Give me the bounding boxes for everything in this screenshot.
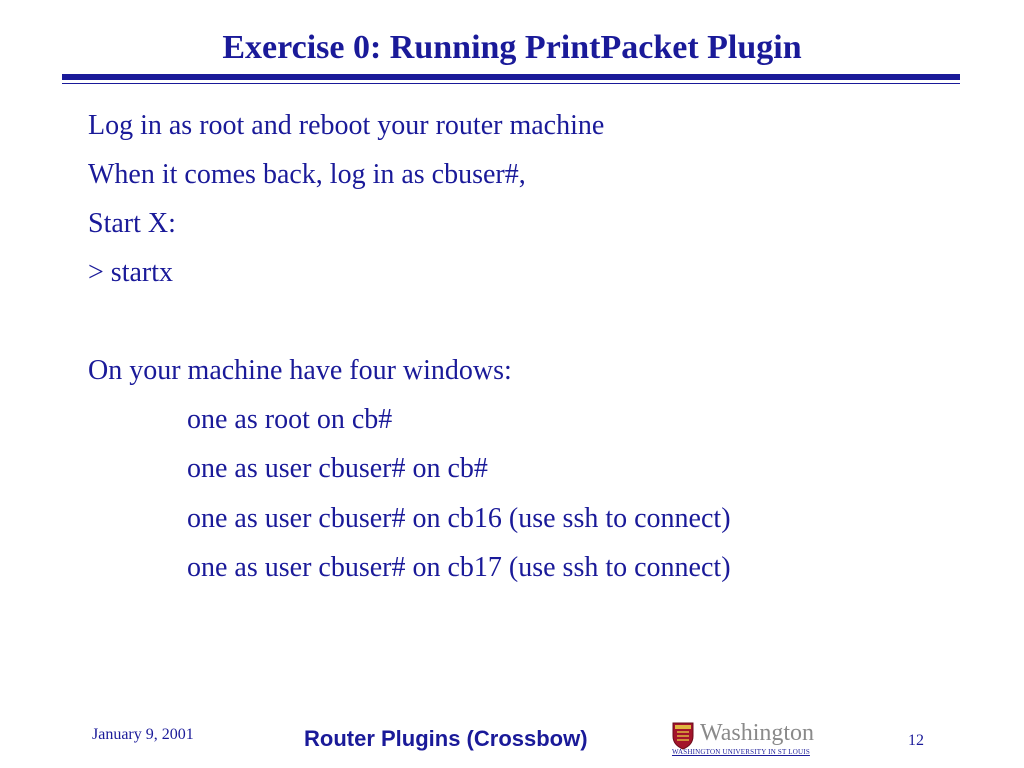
- title-rule-thick: [62, 74, 960, 80]
- body-line-window-cb16: one as user cbuser# on cb16 (use ssh to connect): [187, 503, 731, 534]
- title-rule-thin: [62, 83, 960, 84]
- body-line-window-cb17: one as user cbuser# on cb17 (use ssh to connect): [187, 552, 731, 583]
- body-line-start-x: Start X:: [88, 208, 176, 239]
- logo-subtitle: WASHINGTON UNIVERSITY IN ST LOUIS: [672, 748, 810, 756]
- body-line-window-root: one as root on cb#: [187, 404, 393, 435]
- footer-date: January 9, 2001: [92, 726, 194, 743]
- body-line-startx-command: > startx: [88, 257, 173, 288]
- footer-title: Router Plugins (Crossbow): [304, 726, 588, 751]
- slide-title: Exercise 0: Running PrintPacket Plugin: [222, 29, 802, 66]
- university-shield-icon: [672, 722, 694, 750]
- body-line-login-root: Log in as root and reboot your router machine: [88, 110, 605, 141]
- logo-wordmark: Washington: [700, 720, 815, 746]
- body-line-login-cbuser: When it comes back, log in as cbuser#,: [88, 159, 526, 190]
- page-number: 12: [908, 732, 924, 749]
- body-line-four-windows: On your machine have four windows:: [88, 355, 512, 386]
- body-line-window-cb: one as user cbuser# on cb#: [187, 453, 488, 484]
- washington-university-logo: [672, 720, 834, 760]
